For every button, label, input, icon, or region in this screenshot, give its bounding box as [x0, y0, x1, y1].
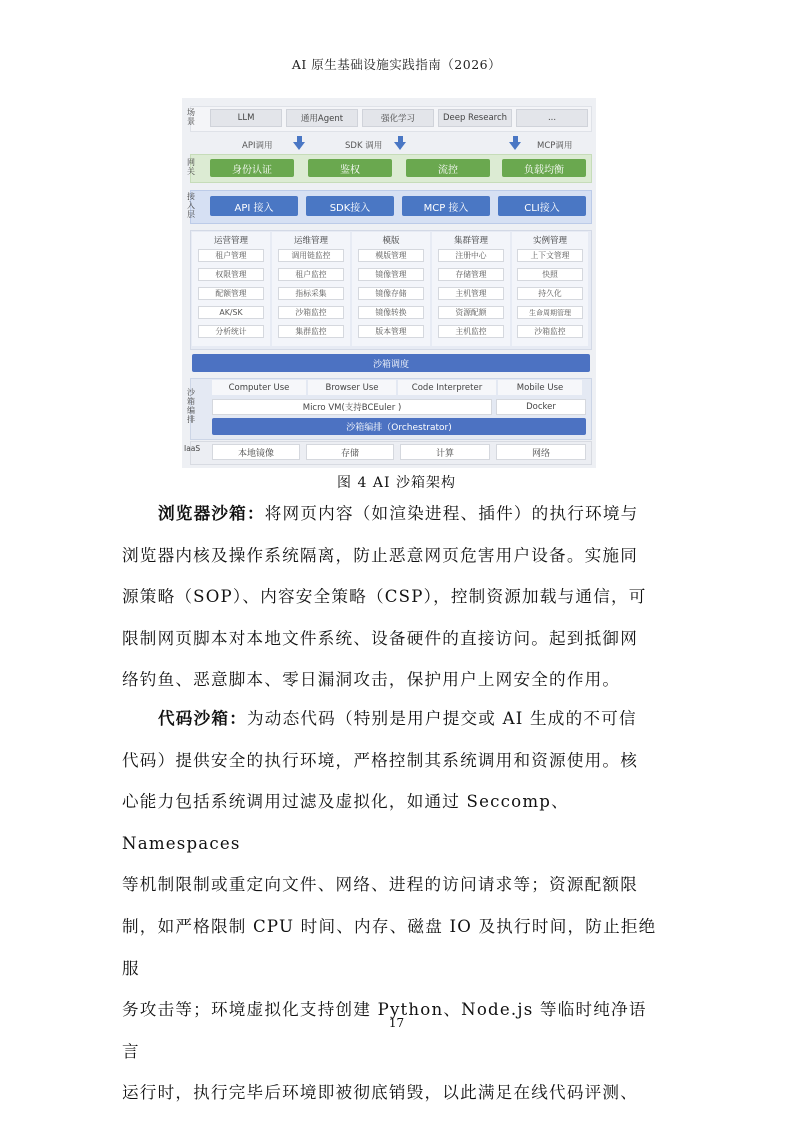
- access-label: 接入层: [187, 192, 195, 219]
- scenario-item: 通用Agent: [286, 109, 358, 127]
- text-line: 制，如严格限制 CPU 时间、内存、磁盘 IO 及执行时间，防止拒绝服: [122, 916, 657, 978]
- column-ops-maintenance: [272, 232, 350, 346]
- sandbox-type: Mobile Use: [498, 380, 582, 395]
- iaas-item: 存储: [306, 444, 394, 460]
- column-cell: 快照: [517, 268, 583, 281]
- text-line: 运行时，执行完毕后环境即被彻底销毁，以此满足在线代码评测、: [122, 1083, 639, 1103]
- gateway-item: 负载均衡: [502, 159, 586, 177]
- term-colon: ：: [229, 708, 247, 728]
- text-line: 浏览器内核及操作系统隔离，防止恶意网页危害用户设备。实施同: [122, 545, 639, 565]
- access-item: CLI接入: [498, 196, 586, 216]
- column-cell: 镜像管理: [358, 268, 424, 281]
- sandbox-type: Browser Use: [308, 380, 396, 395]
- term-colon: ：: [246, 503, 265, 523]
- scenario-label: 场景: [187, 108, 195, 126]
- column-cell: 注册中心: [438, 249, 504, 262]
- column-cell: 指标采集: [278, 287, 344, 300]
- sdk-call-label: SDK 调用: [345, 141, 383, 151]
- page-number: 17: [388, 1016, 405, 1030]
- column-cell: 镜像存储: [358, 287, 424, 300]
- iaas-item: 本地镜像: [212, 444, 300, 460]
- sandbox-type: Computer Use: [212, 380, 306, 395]
- micro-vm-box: Micro VM(支持BCEuler ): [212, 399, 492, 415]
- access-item: SDK接入: [306, 196, 394, 216]
- mcp-call-label: MCP调用: [537, 141, 573, 151]
- gateway-label: 网关: [187, 158, 195, 176]
- column-cell: 权限管理: [198, 268, 264, 281]
- text-line: 源策略（SOP）、内容安全策略（CSP），控制资源加载与通信，可: [122, 587, 647, 607]
- sandbox-type: Code Interpreter: [398, 380, 496, 395]
- column-cell: 生命周期管理: [517, 306, 583, 319]
- iaas-item: 网络: [496, 444, 586, 460]
- text-line: 将网页内容（如渲染进程、插件）的执行环境与: [264, 504, 639, 523]
- sandbox-scheduling-bar: 沙箱调度: [192, 354, 590, 372]
- column-cell: 版本管理: [358, 325, 424, 338]
- scenario-item: Deep Research: [438, 109, 512, 127]
- figure-caption: 图 4 AI 沙箱架构: [337, 475, 456, 491]
- column-cell: 集群监控: [278, 325, 344, 338]
- column-cell: 模版管理: [358, 249, 424, 262]
- docker-box: Docker: [496, 399, 586, 415]
- orchestrator-bar: 沙箱编排（Orchestrator): [212, 418, 586, 435]
- gateway-item: 鉴权: [308, 159, 392, 177]
- column-cell: 上下文管理: [517, 249, 583, 262]
- column-cell: 配额管理: [198, 287, 264, 300]
- column-title: 实例管理: [532, 236, 567, 246]
- text-line: 代码）提供安全的执行环境，严格控制其系统调用和资源使用。核: [122, 750, 639, 770]
- column-title: 集群管理: [453, 236, 488, 246]
- column-title: 运营管理: [213, 236, 248, 246]
- text-line: 络钓鱼、恶意脚本、零日漏洞攻击，保护用户上网安全的作用。: [122, 670, 621, 690]
- scenario-item: ...: [516, 109, 588, 127]
- text-line: 务攻击等；环境虚拟化支持创建 Python、Node.js 等临时纯净语言: [122, 1000, 647, 1061]
- paragraph-code-sandbox: [122, 698, 662, 1114]
- column-cluster: [432, 232, 510, 346]
- column-cell: 镜像转换: [358, 306, 424, 319]
- column-cell: 主机管理: [438, 287, 504, 300]
- text-line: 为动态代码（特别是用户提交或 AI 生成的不可信: [246, 709, 637, 728]
- column-cell: 沙箱监控: [517, 325, 583, 338]
- column-template: [352, 232, 430, 346]
- access-item: API 接入: [210, 196, 298, 216]
- orchestration-label: 沙箱编排: [187, 388, 195, 424]
- gateway-item: 身份认证: [210, 159, 294, 177]
- column-cell: 存储管理: [438, 268, 504, 281]
- column-cell: 主机监控: [438, 325, 504, 338]
- column-cell: 分析统计: [198, 325, 264, 338]
- down-arrow-icon: [394, 142, 406, 150]
- column-title: 模版: [382, 236, 400, 246]
- scenario-item: LLM: [210, 109, 282, 127]
- iaas-item: 计算: [400, 444, 490, 460]
- text-line: 限制网页脚本对本地文件系统、设备硬件的直接访问。起到抵御网: [122, 628, 639, 648]
- gateway-item: 流控: [406, 159, 490, 177]
- scenario-item: 强化学习: [362, 109, 434, 127]
- sandbox-architecture-figure: [182, 98, 596, 468]
- access-item: MCP 接入: [402, 196, 490, 216]
- column-cell: 租户管理: [198, 249, 264, 262]
- column-operations: [192, 232, 270, 346]
- text-line: 心能力包括系统调用过滤及虚拟化，如通过 Seccomp、Namespaces: [122, 792, 569, 853]
- down-arrow-icon: [509, 142, 521, 150]
- page-header: AI 原生基础设施实践指南（2026）: [291, 57, 502, 72]
- down-arrow-icon: [293, 142, 305, 150]
- term-code-sandbox: 代码沙箱: [158, 708, 230, 728]
- api-call-label: API调用: [242, 141, 273, 151]
- column-cell: 持久化: [517, 287, 583, 300]
- paragraph-browser-sandbox: [122, 493, 662, 701]
- column-title: 运维管理: [293, 236, 328, 246]
- column-cell: 调用链监控: [278, 249, 344, 262]
- column-cell: 沙箱监控: [278, 306, 344, 319]
- term-browser-sandbox: 浏览器沙箱: [158, 503, 247, 523]
- column-instance: [512, 232, 588, 346]
- iaas-label: IaaS: [184, 444, 201, 453]
- column-cell: AK/SK: [198, 306, 264, 319]
- column-cell: 资源配额: [438, 306, 504, 319]
- text-line: 等机制限制或重定向文件、网络、进程的访问请求等；资源配额限: [122, 875, 639, 895]
- column-cell: 租户监控: [278, 268, 344, 281]
